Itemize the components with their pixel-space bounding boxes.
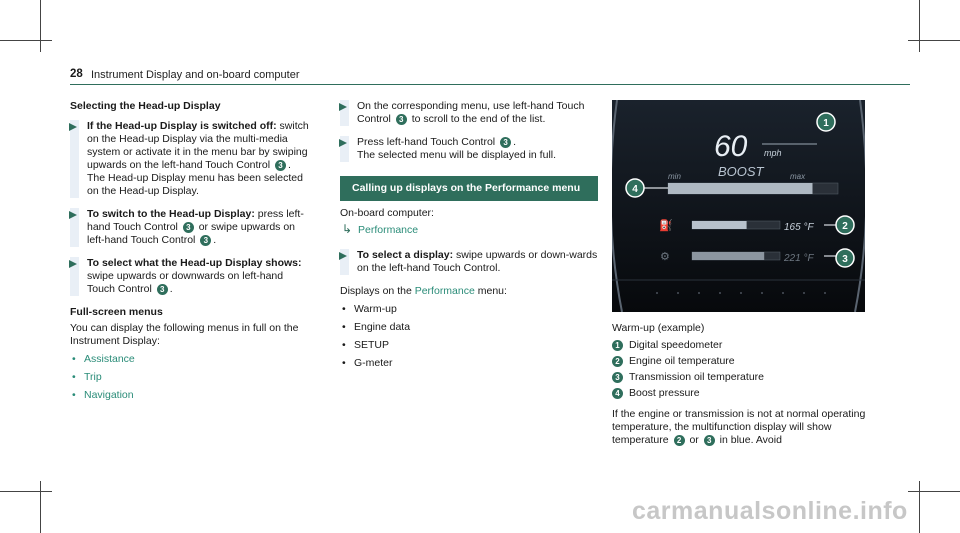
svg-text:2: 2 [842, 221, 848, 232]
step-text: Press left-hand Touch Control [357, 136, 496, 148]
list-item-link[interactable]: • Assistance [70, 353, 310, 366]
menu-list [70, 353, 310, 402]
arrow-icon [339, 103, 347, 111]
arrow-icon [339, 139, 347, 147]
paragraph: menu: [477, 285, 507, 297]
min-label: min [668, 172, 681, 181]
arrow-icon [69, 260, 77, 268]
section-heading: Selecting the Head-up Display [70, 100, 221, 112]
max-label: max [790, 172, 806, 181]
list-item: • G-meter [340, 357, 598, 370]
callout-badge: 3 [500, 137, 511, 148]
legend-item: 4 Boost pressure [612, 387, 872, 400]
step-text: swipe upwards or down-wards on the left-hand Touch Control. [357, 249, 598, 274]
step-lead: To switch to the Head-up Display: [87, 208, 255, 220]
figure-legend [612, 339, 872, 400]
column-middle [340, 100, 598, 375]
step-text: . [169, 283, 173, 295]
list-item-link[interactable]: • Trip [70, 371, 310, 384]
svg-text:1: 1 [823, 118, 829, 129]
legend-item: 2 Engine oil temperature [612, 355, 872, 368]
speed-readout: 60 [714, 130, 748, 163]
step-text: On the corresponding menu, use left-hand Touch Control [357, 100, 585, 125]
paragraph: If the engine or transmission is not at normal operating temperature, the multifunction display will show temperature 2 or 3 in blue. Avoid [612, 408, 866, 446]
svg-text:4: 4 [632, 184, 638, 195]
oil-temp-fill [692, 221, 747, 229]
paragraph: You can display the following menus in full on the Instrument Display: [70, 322, 299, 347]
cluster-figure [612, 100, 865, 312]
boost-label: BOOST [718, 164, 764, 179]
callout-badge: 3 [157, 284, 168, 295]
callout-4 [626, 179, 644, 197]
callout-badge: 3 [396, 114, 407, 125]
crop-mark [40, 0, 41, 52]
list-item: • SETUP [340, 339, 598, 352]
figure-caption: Warm-up (example) [612, 322, 705, 334]
step-text: to scroll to the end of the list. [411, 113, 546, 125]
crop-mark [0, 40, 52, 41]
crop-mark [908, 40, 960, 41]
step-text: . [513, 136, 516, 148]
column-left [70, 100, 310, 407]
list-item: • Engine data [340, 321, 598, 334]
column-right [612, 322, 872, 447]
callout-badge: 2 [674, 435, 685, 446]
instruction-step [340, 136, 598, 162]
oil-temp-readout: 165 °F [784, 222, 814, 233]
step-text: . [288, 159, 291, 171]
callout-3 [836, 249, 854, 267]
crop-mark [0, 491, 52, 492]
step-text: swipe upwards or downwards on left-hand Touch Control [87, 270, 284, 295]
arrow-icon [69, 123, 77, 131]
step-lead: To select what the Head-up Display shows: [87, 257, 302, 269]
header-rule [70, 84, 910, 85]
display-list [340, 303, 598, 370]
callout-badge: 3 [704, 435, 715, 446]
callout-1 [817, 113, 835, 131]
transmission-temp-icon: ⚙ [660, 250, 670, 263]
step-result: The selected menu will be displayed in full. [357, 149, 557, 161]
svg-text:3: 3 [842, 254, 848, 265]
inline-link[interactable]: Performance [414, 285, 475, 297]
watermark: carmanualsonline.info [632, 497, 908, 525]
crop-mark [40, 481, 41, 533]
crop-mark [908, 491, 960, 492]
cluster-illustration [612, 100, 865, 312]
legend-item: 3 Transmission oil temperature [612, 371, 872, 384]
arrow-icon [69, 211, 77, 219]
page-number: 28 [70, 68, 83, 80]
step-text: or swipe upwards on left-hand Touch Control [87, 221, 296, 246]
list-item-link[interactable]: • Navigation [70, 389, 310, 402]
instruction-step [340, 100, 598, 126]
crop-mark [919, 481, 920, 533]
step-lead: To select a display: [357, 249, 454, 261]
step-text: . [213, 234, 217, 246]
step-text: press left-hand Touch Control [87, 208, 304, 233]
instruction-step [70, 257, 310, 296]
callout-badge: 3 [183, 222, 194, 233]
instruction-step [70, 208, 310, 247]
callout-badge: 3 [200, 235, 211, 246]
step-result: The Head-up Display menu has been selected on the Head-up Display. [87, 172, 303, 197]
boost-gauge-fill [668, 183, 813, 194]
paragraph: Displays on the [340, 285, 412, 297]
crop-mark [919, 0, 920, 52]
step-text: switch on the Head-up Display via the multi-media system or activate it in the menu bar by swiping upwards on the left-hand Touch Control [87, 120, 309, 171]
list-item: • Warm-up [340, 303, 598, 316]
trans-temp-fill [692, 252, 764, 260]
instruction-step [340, 249, 598, 275]
trans-temp-readout: 221 °F [784, 253, 814, 264]
callout-badge: 3 [275, 160, 286, 171]
legend-item: 1 Digital speedometer [612, 339, 872, 352]
speed-unit: mph [764, 148, 782, 158]
subsection-heading: Full-screen menus [70, 306, 163, 318]
arrow-icon [339, 252, 347, 260]
oil-temp-icon: ⛽ [659, 219, 673, 232]
path-label: On-board computer: [340, 207, 434, 219]
menu-path-link[interactable]: ↳ Performance [340, 224, 598, 237]
running-header: Instrument Display and on-board computer [91, 69, 300, 81]
section-banner: Calling up displays on the Performance menu [340, 176, 598, 201]
callout-2 [836, 216, 854, 234]
instruction-step [70, 120, 310, 198]
step-lead: If the Head-up Display is switched off: [87, 120, 277, 132]
